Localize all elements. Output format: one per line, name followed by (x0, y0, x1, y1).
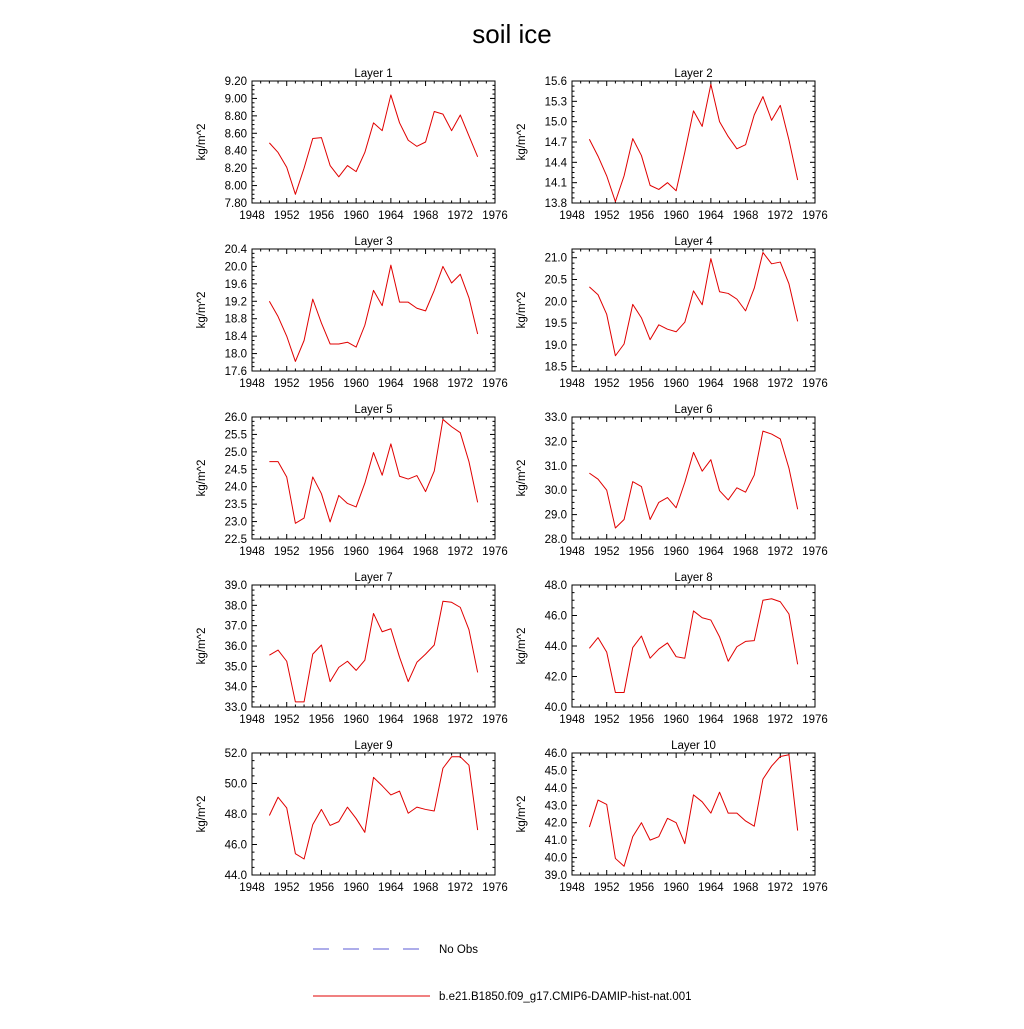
layer-10-ytick-label: 46.0 (544, 748, 567, 760)
layer-2-xtick-label: 1960 (663, 210, 689, 222)
layer-1-plot-frame (252, 81, 495, 203)
layer-2-ytick-label: 14.4 (544, 157, 567, 170)
layer-10-xtick-label: 1952 (593, 882, 620, 894)
layer-9-ytick-label: 48.0 (224, 809, 247, 821)
layer-8-xtick-label: 1972 (767, 714, 794, 726)
layer-10-ytick-label: 40.0 (544, 852, 567, 865)
layer-4-ytick-label: 21.0 (544, 252, 567, 265)
layer-2-xtick-label: 1968 (732, 210, 759, 222)
layer-5-xtick-label: 1948 (239, 546, 265, 558)
layer-7-xtick-label: 1952 (273, 714, 300, 726)
layer-7-ytick-label: 39.0 (224, 580, 247, 592)
layer-5-ytick-label: 26.0 (224, 412, 247, 424)
layer-8-title: Layer 8 (674, 572, 713, 584)
layer-7-ytick-label: 38.0 (224, 600, 247, 613)
layer-4-ytick-label: 18.5 (544, 361, 567, 374)
layer-7-ytick-label: 35.0 (224, 661, 247, 674)
layer-3-ytick-label: 18.4 (224, 331, 247, 344)
layer-2-panel (516, 68, 828, 222)
layer-5-ytick-label: 25.5 (224, 429, 247, 442)
layer-1-ytick-label: 8.60 (224, 128, 247, 141)
layer-5-series-line (269, 419, 477, 523)
layer-2-ytick-label: 14.1 (544, 177, 567, 190)
layer-4-xtick-label: 1976 (802, 378, 828, 390)
layer-6-ylabel: kg/m^2 (516, 459, 528, 497)
layer-6-plot-frame (572, 417, 815, 539)
layer-6-xtick-label: 1976 (802, 546, 828, 558)
layer-4-ytick-label: 20.5 (544, 274, 567, 287)
layer-10-ylabel: kg/m^2 (516, 795, 528, 833)
layer-2-xtick-label: 1956 (628, 210, 655, 222)
layer-2-ytick-label: 15.0 (544, 116, 567, 129)
layer-4-title: Layer 4 (674, 236, 713, 248)
layer-9-ytick-label: 52.0 (224, 748, 247, 760)
layer-7-series-line (269, 601, 477, 702)
layer-10-ytick-label: 44.0 (544, 782, 567, 795)
layer-10-series-line (589, 755, 797, 867)
layer-6-ytick-label: 29.0 (544, 509, 567, 522)
layer-1-ytick-label: 8.40 (224, 145, 247, 158)
layer-6-ytick-label: 30.0 (544, 485, 567, 498)
layer-1-xtick-label: 1968 (412, 210, 439, 222)
layer-3-ytick-label: 20.0 (224, 261, 247, 274)
layer-4-panel (516, 236, 828, 390)
layer-10-ytick-label: 41.0 (544, 835, 567, 848)
layer-3-ytick-label: 18.0 (224, 348, 247, 361)
layer-7-title: Layer 7 (354, 572, 393, 584)
layer-5-xtick-label: 1976 (482, 546, 508, 558)
layer-4-series-line (589, 252, 797, 355)
layer-2-ytick-label: 15.3 (544, 96, 567, 109)
layer-10-xtick-label: 1960 (663, 882, 689, 894)
layer-4-xtick-label: 1964 (698, 378, 724, 390)
layer-5-ytick-label: 25.0 (224, 446, 247, 459)
layer-5-xtick-label: 1960 (343, 546, 369, 558)
layer-2-ylabel: kg/m^2 (516, 123, 528, 161)
layer-9-xtick-label: 1972 (447, 882, 474, 894)
layer-1-xtick-label: 1960 (343, 210, 369, 222)
layer-1-xtick-label: 1972 (447, 210, 474, 222)
layer-3-ytick-label: 20.4 (224, 244, 247, 256)
layer-9-xtick-label: 1960 (343, 882, 369, 894)
layer-3-xtick-label: 1972 (447, 378, 474, 390)
legend-model-label: b.e21.B1850.f09_g17.CMIP6-DAMIP-hist-nat.001 (439, 991, 692, 1003)
layer-6-xtick-label: 1964 (698, 546, 724, 558)
layer-10-xtick-label: 1956 (628, 882, 655, 894)
layer-2-ytick-label: 13.8 (544, 198, 567, 210)
layer-5-panel (196, 404, 508, 558)
layer-3-xtick-label: 1952 (273, 378, 300, 390)
layer-9-ytick-label: 44.0 (224, 870, 247, 882)
layer-8-ytick-label: 42.0 (544, 671, 567, 684)
layer-3-xtick-label: 1960 (343, 378, 369, 390)
layer-1-ytick-label: 7.80 (224, 198, 247, 210)
layer-10-ytick-label: 43.0 (544, 800, 567, 813)
layer-1-xtick-label: 1964 (378, 210, 404, 222)
layer-2-xtick-label: 1948 (559, 210, 585, 222)
layer-6-title: Layer 6 (674, 404, 713, 416)
layer-3-panel (196, 236, 508, 390)
layer-1-ylabel: kg/m^2 (196, 123, 208, 161)
layer-10-xtick-label: 1948 (559, 882, 585, 894)
layer-7-ytick-label: 33.0 (224, 702, 247, 714)
layer-9-ytick-label: 46.0 (224, 839, 247, 852)
layer-7-plot-frame (252, 585, 495, 707)
layer-7-xtick-label: 1960 (343, 714, 369, 726)
layer-1-title: Layer 1 (354, 68, 393, 80)
layer-5-ytick-label: 24.0 (224, 481, 247, 494)
layer-5-plot-frame (252, 417, 495, 539)
layer-6-ytick-label: 28.0 (544, 534, 567, 546)
layer-5-ytick-label: 22.5 (224, 534, 247, 546)
layer-1-xtick-label: 1948 (239, 210, 265, 222)
layer-5-xtick-label: 1952 (273, 546, 300, 558)
layer-4-xtick-label: 1948 (559, 378, 585, 390)
layer-3-ytick-label: 18.8 (224, 313, 247, 326)
layer-2-xtick-label: 1964 (698, 210, 724, 222)
layer-6-xtick-label: 1956 (628, 546, 655, 558)
layer-8-xtick-label: 1964 (698, 714, 724, 726)
layer-10-ytick-label: 42.0 (544, 817, 567, 830)
layer-9-xtick-label: 1956 (308, 882, 335, 894)
layer-1-panel (196, 68, 508, 222)
layer-3-series-line (269, 265, 477, 361)
layer-3-ytick-label: 19.2 (224, 296, 247, 309)
layer-8-ytick-label: 44.0 (544, 641, 567, 653)
layer-2-xtick-label: 1976 (802, 210, 828, 222)
layer-6-xtick-label: 1972 (767, 546, 794, 558)
layer-10-ytick-label: 39.0 (544, 870, 567, 882)
layer-8-panel (516, 572, 828, 726)
layer-7-ytick-label: 36.0 (224, 641, 247, 653)
layer-5-xtick-label: 1956 (308, 546, 335, 558)
layer-9-xtick-label: 1964 (378, 882, 404, 894)
layer-8-xtick-label: 1952 (593, 714, 620, 726)
legend-obs-label: No Obs (439, 944, 478, 956)
legend (313, 944, 692, 1003)
layer-4-plot-frame (572, 249, 815, 371)
layer-9-title: Layer 9 (354, 740, 393, 752)
layer-6-panel (516, 404, 828, 558)
layer-8-xtick-label: 1956 (628, 714, 655, 726)
layer-10-ytick-label: 45.0 (544, 765, 567, 778)
layer-3-xtick-label: 1948 (239, 378, 265, 390)
layer-8-ytick-label: 40.0 (544, 702, 567, 714)
layer-7-xtick-label: 1968 (412, 714, 439, 726)
layer-8-ytick-label: 48.0 (544, 580, 567, 592)
layer-5-ytick-label: 23.0 (224, 516, 247, 529)
layer-1-ytick-label: 8.00 (224, 180, 247, 193)
layer-6-ytick-label: 32.0 (544, 436, 567, 449)
layer-2-ytick-label: 14.7 (544, 137, 567, 149)
layer-2-ytick-label: 15.6 (544, 76, 567, 88)
layer-4-xtick-label: 1968 (732, 378, 759, 390)
layer-3-plot-frame (252, 249, 495, 371)
layer-5-ytick-label: 23.5 (224, 499, 247, 512)
layer-4-ylabel: kg/m^2 (516, 291, 528, 329)
layer-3-xtick-label: 1956 (308, 378, 335, 390)
layer-4-xtick-label: 1960 (663, 378, 689, 390)
layer-3-ylabel: kg/m^2 (196, 291, 208, 329)
layer-1-series-line (269, 95, 477, 194)
layer-6-xtick-label: 1948 (559, 546, 585, 558)
layer-8-series-line (589, 599, 797, 693)
layer-8-xtick-label: 1976 (802, 714, 828, 726)
layer-4-ytick-label: 19.0 (544, 339, 567, 352)
layer-3-xtick-label: 1968 (412, 378, 439, 390)
layer-1-xtick-label: 1952 (273, 210, 300, 222)
layer-10-xtick-label: 1976 (802, 882, 828, 894)
layer-5-xtick-label: 1968 (412, 546, 439, 558)
layer-1-xtick-label: 1956 (308, 210, 335, 222)
layer-5-title: Layer 5 (354, 404, 393, 416)
layer-9-ytick-label: 50.0 (224, 778, 247, 791)
layer-7-xtick-label: 1948 (239, 714, 265, 726)
layer-8-ytick-label: 46.0 (544, 610, 567, 623)
layer-6-xtick-label: 1968 (732, 546, 759, 558)
layer-2-title: Layer 2 (674, 68, 713, 80)
layer-3-ytick-label: 17.6 (224, 366, 247, 378)
layer-9-xtick-label: 1968 (412, 882, 439, 894)
layer-7-xtick-label: 1964 (378, 714, 404, 726)
layer-10-title: Layer 10 (671, 740, 716, 752)
layer-6-xtick-label: 1952 (593, 546, 620, 558)
layer-6-series-line (589, 431, 797, 528)
figure-title: soil ice (472, 19, 552, 49)
layer-6-xtick-label: 1960 (663, 546, 689, 558)
layer-9-ylabel: kg/m^2 (196, 795, 208, 833)
layer-8-plot-frame (572, 585, 815, 707)
layer-10-panel (516, 740, 828, 894)
layer-9-plot-frame (252, 753, 495, 875)
layer-2-series-line (589, 84, 797, 201)
layer-4-xtick-label: 1972 (767, 378, 794, 390)
layer-1-ytick-label: 8.80 (224, 110, 247, 123)
layer-4-xtick-label: 1956 (628, 378, 655, 390)
layer-5-xtick-label: 1964 (378, 546, 404, 558)
panels (196, 68, 828, 894)
layer-3-xtick-label: 1964 (378, 378, 404, 390)
layer-10-xtick-label: 1964 (698, 882, 724, 894)
layer-9-xtick-label: 1948 (239, 882, 265, 894)
layer-5-xtick-label: 1972 (447, 546, 474, 558)
layer-3-xtick-label: 1976 (482, 378, 508, 390)
layer-2-xtick-label: 1952 (593, 210, 620, 222)
layer-6-ytick-label: 31.0 (544, 460, 567, 473)
layer-10-xtick-label: 1968 (732, 882, 759, 894)
layer-7-ylabel: kg/m^2 (196, 627, 208, 665)
layer-4-xtick-label: 1952 (593, 378, 620, 390)
layer-9-xtick-label: 1976 (482, 882, 508, 894)
layer-1-ytick-label: 8.20 (224, 163, 247, 176)
layer-1-ytick-label: 9.20 (224, 76, 247, 88)
layer-7-ytick-label: 37.0 (224, 620, 247, 633)
layer-8-xtick-label: 1948 (559, 714, 585, 726)
layer-9-xtick-label: 1952 (273, 882, 300, 894)
layer-7-xtick-label: 1972 (447, 714, 474, 726)
layer-1-xtick-label: 1976 (482, 210, 508, 222)
layer-7-xtick-label: 1956 (308, 714, 335, 726)
layer-6-ytick-label: 33.0 (544, 412, 567, 424)
layer-7-xtick-label: 1976 (482, 714, 508, 726)
layer-7-panel (196, 572, 508, 726)
layer-10-xtick-label: 1972 (767, 882, 794, 894)
layer-2-xtick-label: 1972 (767, 210, 794, 222)
layer-7-ytick-label: 34.0 (224, 681, 247, 694)
layer-8-xtick-label: 1960 (663, 714, 689, 726)
layer-4-ytick-label: 20.0 (544, 296, 567, 309)
layer-1-ytick-label: 9.00 (224, 93, 247, 106)
layer-2-plot-frame (572, 81, 815, 203)
layer-9-series-line (269, 757, 477, 859)
layer-8-ylabel: kg/m^2 (516, 627, 528, 665)
layer-9-panel (196, 740, 508, 894)
layer-4-ytick-label: 19.5 (544, 318, 567, 331)
layer-5-ylabel: kg/m^2 (196, 459, 208, 497)
layer-8-xtick-label: 1968 (732, 714, 759, 726)
layer-3-ytick-label: 19.6 (224, 278, 247, 291)
layer-5-ytick-label: 24.5 (224, 464, 247, 477)
layer-3-title: Layer 3 (354, 236, 393, 248)
